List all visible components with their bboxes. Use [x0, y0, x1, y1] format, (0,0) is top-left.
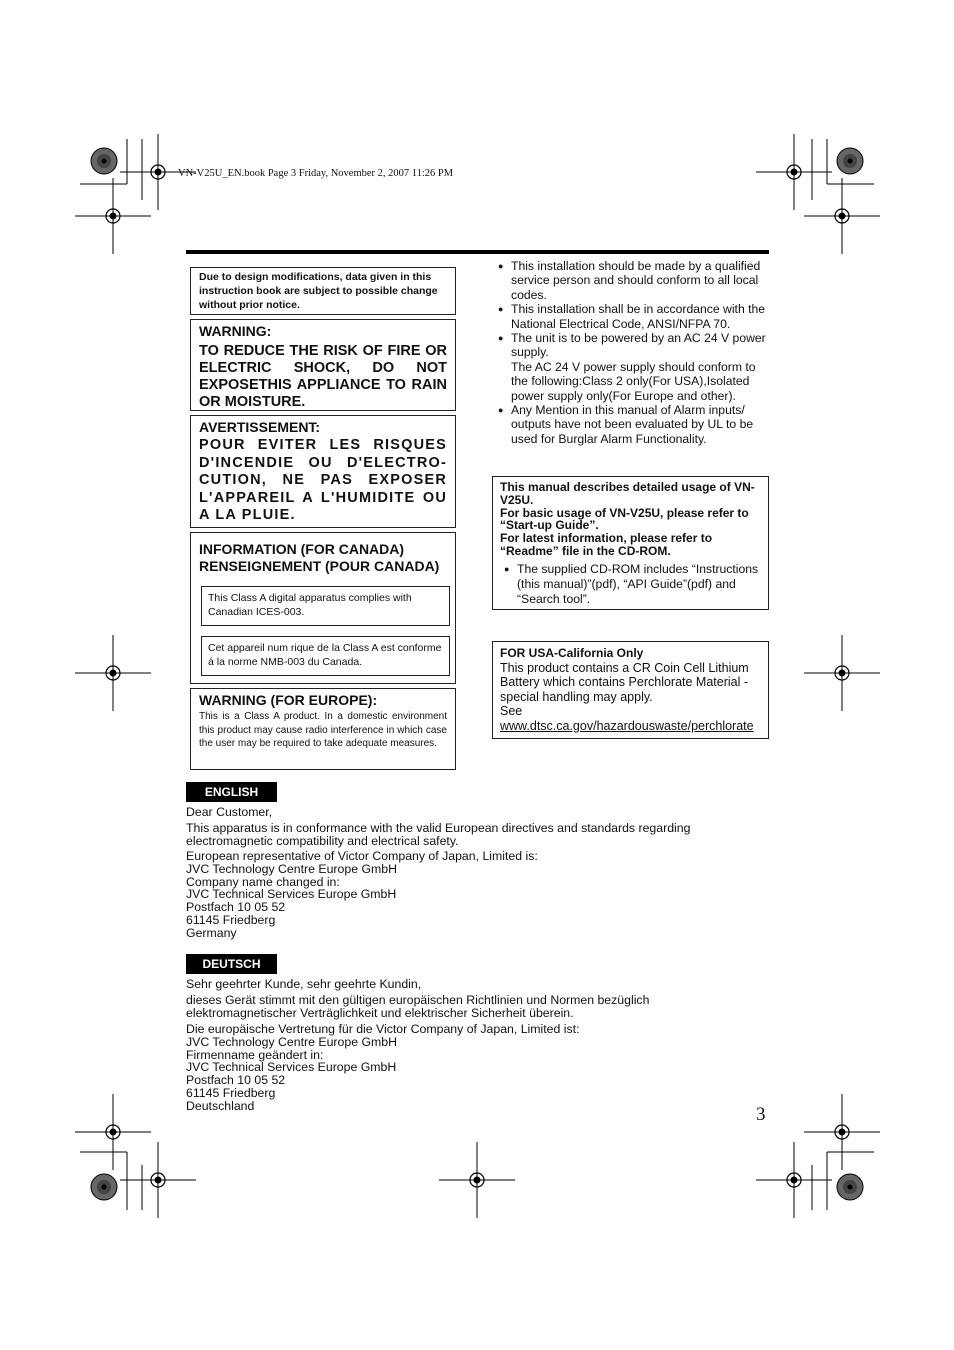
power-supply-note: The AC 24 V power supply should conform to the following:Class 2 only(For USA),Isolated power supply only(For Europe and other).: [511, 359, 756, 403]
english-label: ENGLISH: [186, 782, 277, 802]
canada-fr-box: [201, 636, 450, 676]
canada-title-line1: INFORMATION (FOR CANADA): [199, 541, 405, 557]
warning-box: [190, 319, 456, 411]
top-rule: [186, 250, 769, 254]
english-paragraph: This apparatus is in conformance with the valid European directives and standards regarding electromagnetic compatibility and electrical safety.: [186, 821, 691, 848]
list-item: ● The unit is to be powered by an AC 24 V power supply. The AC 24 V power supply should conform to the following:Class 2 only(For USA),Isolated power supply only(For Europe and other).: [498, 331, 768, 403]
europe-warning-box: [190, 688, 456, 770]
avertissement-title: AVERTISSEMENT:: [199, 419, 321, 435]
manual-line3: For latest information, please refer to “Readme” file in the CD-ROM.: [500, 531, 713, 558]
canada-title: [199, 541, 439, 575]
design-notice-text: Due to design modifications, data given in this instruction book are subject to possible change without prior notice.: [199, 271, 438, 311]
deutsch-address: Die europäische Vertretung für die Victor Company of Japan, Limited ist: JVC Technology Centre Europe GmbH Firmenname geändert in: JVC Technical Services Europe GmbH Postfach 10 05 52 61145 Friedberg Deutschland: [186, 1022, 580, 1113]
page-number: 3: [756, 1104, 766, 1125]
book-header: VN-V25U_EN.book Page 3 Friday, November 2, 2007 11:26 PM: [178, 168, 454, 179]
canada-fr-text: Cet appareil num rique de la Class A est conforme á la norme NMB-003 du Canada.: [208, 642, 442, 668]
perchlorate-link[interactable]: www.dtsc.ca.gov/hazardouswaste/perchlorate: [500, 718, 754, 733]
cdrom-bullet-list: [500, 562, 761, 607]
manual-line2: For basic usage of VN-V25U, please refer to “Start-up Guide”.: [500, 505, 749, 533]
design-notice-box: [190, 267, 456, 315]
installation-bullet-list: [498, 259, 768, 446]
canada-en-text: This Class A digital apparatus complies with Canadian ICES-003.: [208, 592, 412, 618]
deutsch-paragraph: dieses Gerät stimmt mit den gültigen europäischen Richtlinien und Normen bezüglich elektromagnetischer Verträglichkeit und elektrischer Sicherheit überein.: [186, 993, 650, 1020]
california-see: See: [500, 704, 523, 719]
manual-info-box: [492, 476, 769, 610]
warning-title: WARNING:: [199, 323, 272, 339]
europe-warning-body: This is a Class A product. In a domestic environment this product may cause radio interference in which case the user may be required to take adequate measures.: [199, 711, 447, 750]
california-box: [492, 641, 769, 739]
installation-notes: [498, 259, 768, 446]
avertissement-box: [190, 415, 456, 528]
canada-box: [190, 532, 456, 684]
deutsch-greeting: Sehr geehrter Kunde, sehr geehrte Kundin,: [186, 977, 422, 991]
list-item: ● Any Mention in this manual of Alarm inputs/ outputs have not been evaluated by UL to be used for Burglar Alarm Functionality.: [498, 403, 768, 446]
list-item: ● This installation shall be in accordance with the National Electrical Code, ANSI/NFPA 70.: [498, 302, 768, 331]
english-greeting: Dear Customer,: [186, 805, 273, 819]
list-item: ● The supplied CD-ROM includes “Instructions (this manual)”(pdf), “API Guide”(pdf) and “Search tool”.: [504, 562, 761, 607]
canada-en-box: [201, 586, 450, 626]
star-mark-icon: [91, 148, 117, 174]
english-address: European representative of Victor Company of Japan, Limited is: JVC Technology Centre Europe GmbH Company name changed in: JVC Technical Services Europe GmbH Postfach 10 05 52 61145 Friedberg Germany: [186, 849, 538, 940]
manual-line1: This manual describes detailed usage of VN-V25U.: [500, 480, 755, 507]
deutsch-label: DEUTSCH: [186, 954, 277, 974]
canada-title-line2: RENSEIGNEMENT (POUR CANADA): [199, 558, 440, 574]
avertissement-body: POUR EVITER LES RISQUES D'INCENDIE OU D'ELECTRO-CUTION, NE PAS EXPOSER L'APPAREIL A L'HUMIDITE OU A LA PLUIE.: [199, 437, 447, 523]
warning-body: TO REDUCE THE RISK OF FIRE OR ELECTRIC SHOCK, DO NOT EXPOSETHIS APPLIANCE TO RAIN OR MOISTURE.: [199, 343, 447, 410]
europe-warning-title: WARNING (FOR EUROPE):: [199, 692, 378, 708]
list-item: ● This installation should be made by a qualified service person and should conform to all local codes.: [498, 259, 768, 302]
california-title: FOR USA-California Only: [500, 646, 644, 660]
california-body: This product contains a CR Coin Cell Lithium Battery which contains Perchlorate Material - special handling may apply.: [500, 660, 749, 704]
